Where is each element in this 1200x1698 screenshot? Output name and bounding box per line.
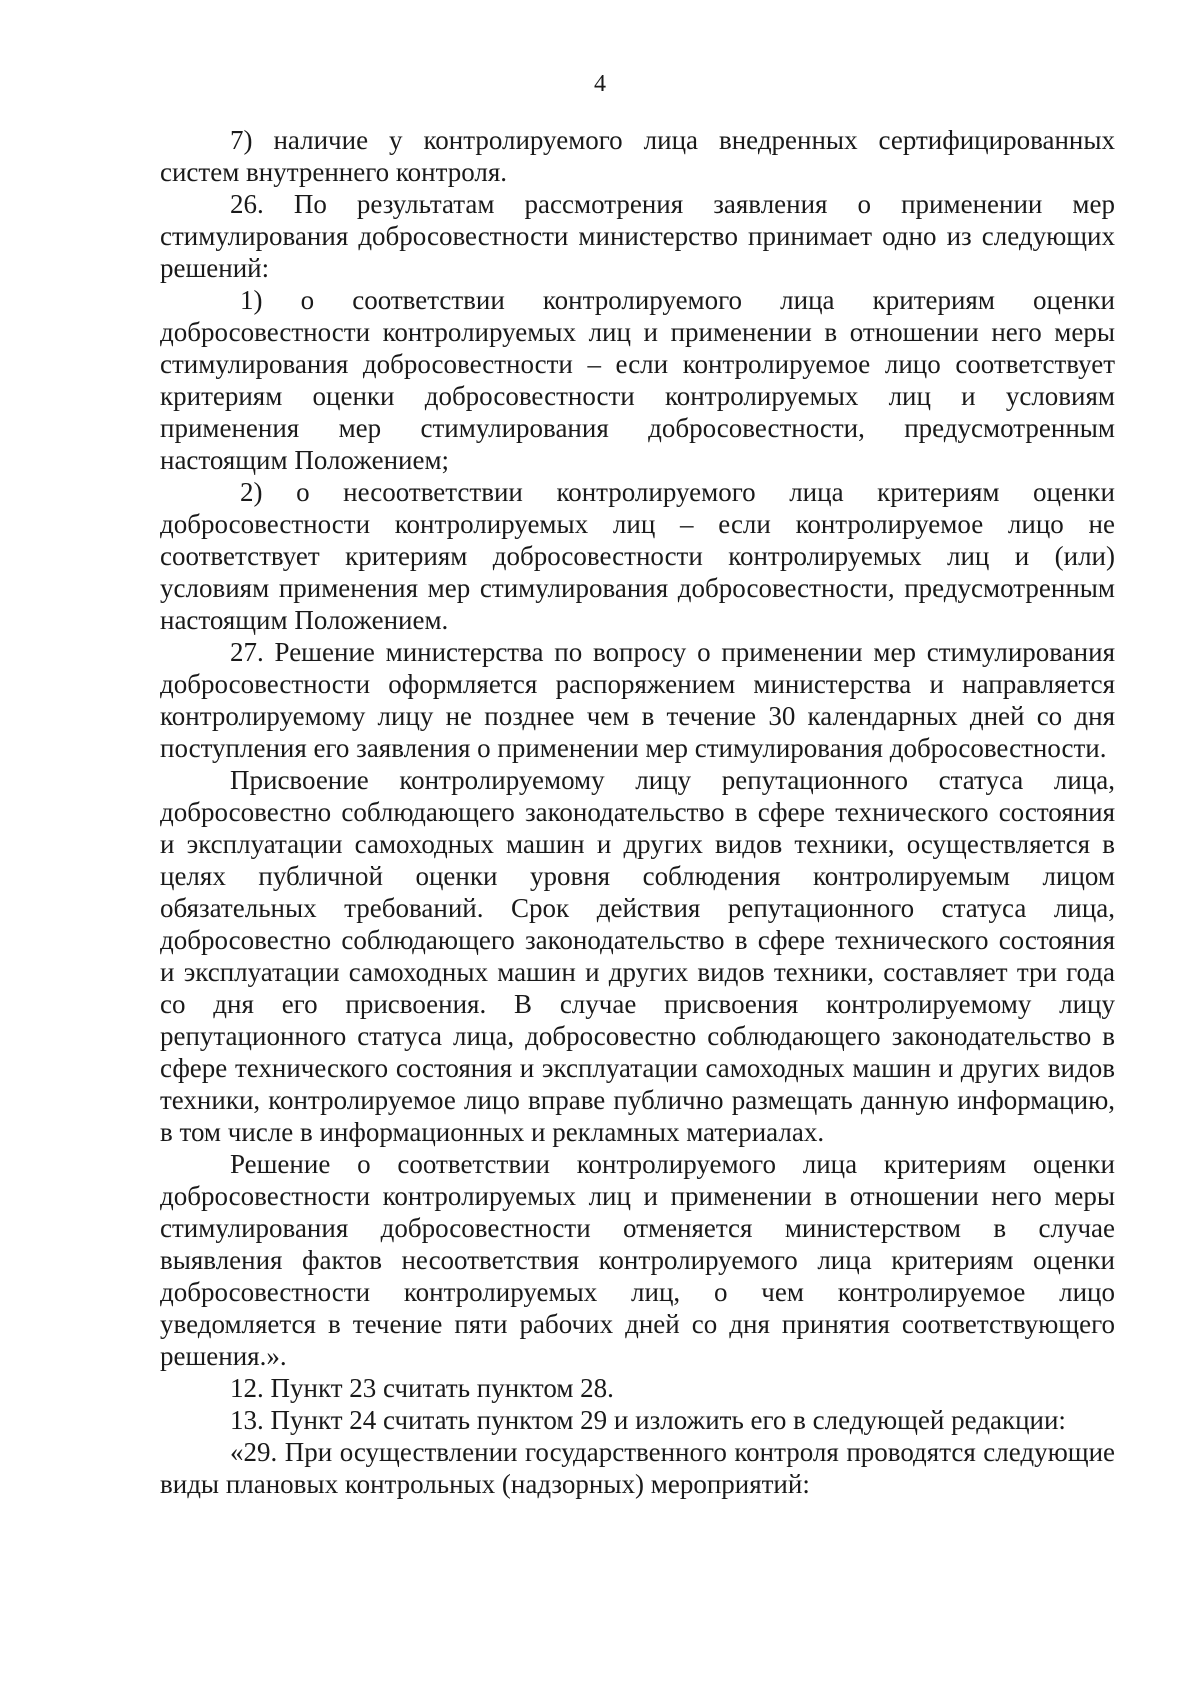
paragraph-reputation-status: Присвоение контролируемому лицу репутационного статуса лица, добросовестно соблюдающего законодательство в сфере технического состояния и эксплуатации самоходных машин и других видов техники, осуществляется в целях публичной оценки уровня соблюдения контролируемым лицом обязательных требований. Срок действия репутационного статуса лица, добросовестно соблюдающего законодательство в сфере технического состояния и эксплуатации самоходных машин и других видов техники, составляет три года со дня его присвоения. В случае присвоения контролируемому лицу репутационного статуса лица, добросовестно соблюдающего законодательство в сфере технического состояния и эксплуатации самоходных машин и других видов техники, контролируемое лицо вправе публично размещать данную информацию, в том числе в информационных и рекламных материалах. bbox=[160, 765, 1115, 1147]
paragraph-subitem-2: 2) о несоответствии контролируемого лица критериям оценки добросовестности контролируемых лиц – если контролируемое лицо не соответствует критериям добросовестности контролируемых лиц и (или) условиям применения мер стимулирования добросовестности, предусмотренным настоящим Положением. bbox=[160, 477, 1115, 635]
paragraph-subitem-1: 1) о соответствии контролируемого лица критериям оценки добросовестности контролируемых лиц и применении в отношении него меры стимулирования добросовестности – если контролируемое лицо соответствует критериям оценки добросовестности контролируемых лиц и условиям применения мер стимулирования добросовестности, предусмотренным настоящим Положением; bbox=[160, 285, 1115, 475]
document-body bbox=[160, 124, 1115, 1500]
paragraph-decision-cancellation: Решение о соответствии контролируемого лица критериям оценки добросовестности контролируемых лиц и применении в отношении него меры стимулирования добросовестности отменяется министерством в случае выявления фактов несоответствия контролируемого лица критериям оценки добросовестности контролируемых лиц, о чем контролируемое лицо уведомляется в течение пяти рабочих дней со дня принятия соответствующего решения.». bbox=[160, 1149, 1115, 1371]
page-number: 4 bbox=[594, 71, 606, 97]
paragraph-clause-29: «29. При осуществлении государственного контроля проводятся следующие виды плановых контрольных (надзорных) мероприятий: bbox=[160, 1437, 1115, 1499]
paragraph-item-7: 7) наличие у контролируемого лица внедренных сертифицированных систем внутреннего контроля. bbox=[160, 125, 1115, 187]
paragraph-clause-26: 26. По результатам рассмотрения заявления о применении мер стимулирования добросовестности министерство принимает одно из следующих решений: bbox=[160, 189, 1115, 283]
paragraph-amendment-12: 12. Пункт 23 считать пунктом 28. bbox=[230, 1373, 614, 1403]
paragraph-clause-27: 27. Решение министерства по вопросу о применении мер стимулирования добросовестности оформляется распоряжением министерства и направляется контролируемому лицу не позднее чем в течение 30 календарных дней со дня поступления его заявления о применении мер стимулирования добросовестности. bbox=[160, 637, 1115, 763]
paragraph-amendment-13: 13. Пункт 24 считать пунктом 29 и изложить его в следующей редакции: bbox=[230, 1405, 1066, 1435]
